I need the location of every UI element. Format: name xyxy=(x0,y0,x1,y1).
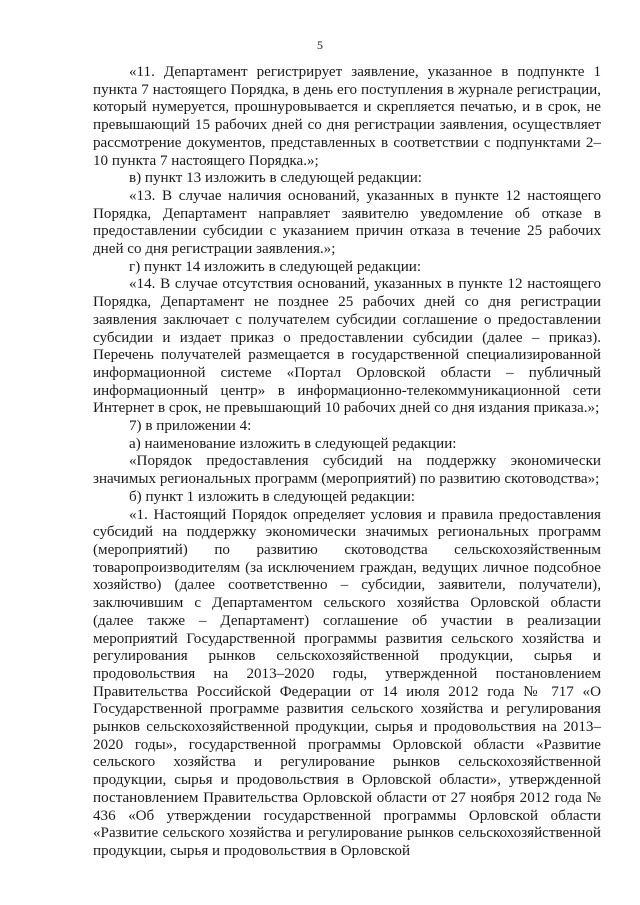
paragraph-item-b: б) пункт 1 изложить в следующей редакции: xyxy=(129,488,415,505)
page-number: 5 xyxy=(317,38,323,52)
document-body xyxy=(93,64,601,861)
paragraph-clause-13: «13. В случае наличия оснований, указанных в пункте 12 настоящего Порядка, Департамент направляет заявителю уведомление об отказе в предоставлении субсидии с указанием причин отказа в течение 25 рабочих дней со дня регистрации заявления.»; xyxy=(93,187,601,258)
paragraph-clause-1: «1. Настоящий Порядок определяет условия и правила предоставления субсидий на поддержку экономически значимых региональных программ (мероприятий) по развитию скотоводства сельскохозяйственным товаропроизводителям (за исключением граждан, ведущих личное подсобное хозяйство) (далее соответственно – субсидии, заявители, получатели), заключившим с Департаментом сельского хозяйства Орловской области (далее также – Департамент) соглашение об участии в реализации мероприятий Государственной программы развития сельского хозяйства и регулирования рынков сельскохозяйственной продукции, сырья и продовольствия на 2013–2020 годы, утвержденной постановлением Правительства Российской Федерации от 14 июля 2012 года № 717 «О Государственной программе развития сельского хозяйства и регулирования рынков сельскохозяйственной продукции, сырья и продовольствия на 2013–2020 годы», государственной программы Орловской области «Развитие сельского хозяйства и регулирование рынков сельскохозяйственной продукции, сырья и продовольствия в Орловской области», утвержденной постановлением Правительства Орловской области от 27 ноября 2012 года № 436 «Об утверждении государственной программы Орловской области «Развитие сельского хозяйства и регулирование рынков сельскохозяйственной продукции, сырья и продовольствия в Орловской xyxy=(93,506,601,859)
paragraph-order-title: «Порядок предоставления субсидий на поддержку экономически значимых региональных программ (мероприятий) по развитию скотоводства»; xyxy=(93,453,601,488)
paragraph-item-a: а) наименование изложить в следующей редакции: xyxy=(129,435,457,452)
paragraph-item-v: в) пункт 13 изложить в следующей редакции: xyxy=(129,170,422,187)
paragraph-item-7: 7) в приложении 4: xyxy=(129,418,252,435)
paragraph-item-g: г) пункт 14 изложить в следующей редакции: xyxy=(129,258,422,275)
paragraph-clause-11: «11. Департамент регистрирует заявление, указанное в подпункте 1 пункта 7 настоящего Порядка, в день его поступления в журнале регистрации, который нумеруется, прошнуровывается и скрепляется печатью, и в срок, не превышающий 15 рабочих дней со дня регистрации заявления, осуществляет рассмотрение документов, представленных в соответствии с подпунктами 2–10 пункта 7 настоящего Порядка.»; xyxy=(93,64,601,169)
paragraph-clause-14: «14. В случае отсутствия оснований, указанных в пункте 12 настоящего Порядка, Департамент не позднее 25 рабочих дней со дня регистрации заявления заключает с получателем субсидии соглашение о предоставлении субсидии и издает приказ о предоставлении субсидии (далее – приказ). Перечень получателей размещается в государственной специализированной информационной системе «Портал Орловской области – публичный информационный центр» в информационно-телекоммуникационной сети Интернет в срок, не превышающий 10 рабочих дней со дня издания приказа.»; xyxy=(93,276,601,417)
